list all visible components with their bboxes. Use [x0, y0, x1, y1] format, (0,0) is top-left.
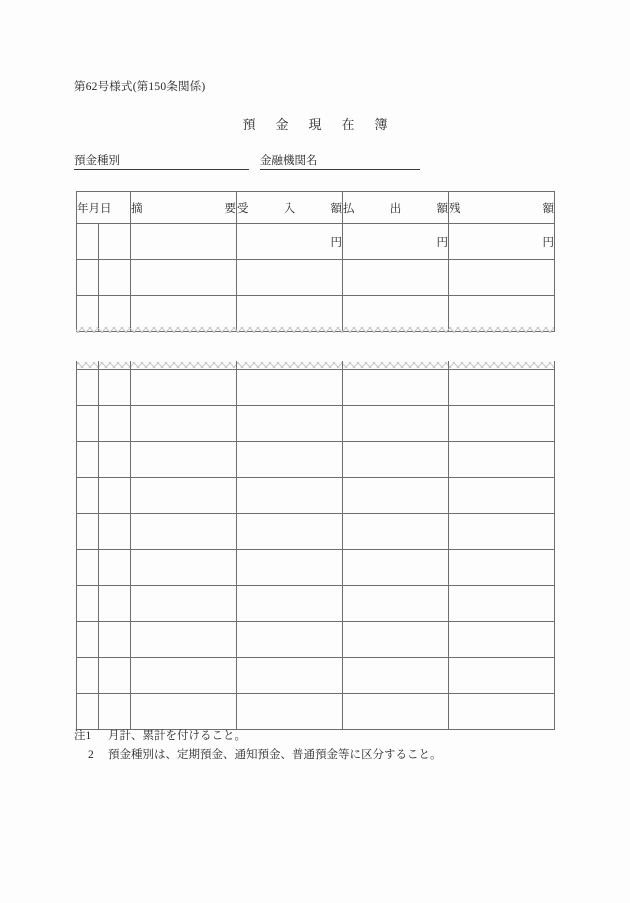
cell-date-b[interactable] — [99, 370, 131, 406]
grid-rule-stub — [342, 315, 343, 328]
cell-date-a[interactable] — [77, 586, 99, 622]
institution-field[interactable] — [260, 153, 420, 170]
grid-rule-stub — [130, 361, 131, 373]
table-row — [77, 224, 555, 260]
page-break-sawtooth-bottom — [76, 362, 554, 368]
cell-payment[interactable] — [343, 694, 449, 730]
cell-payment[interactable] — [343, 586, 449, 622]
cell-payment[interactable] — [343, 550, 449, 586]
table-row — [77, 260, 555, 296]
cell-receipt[interactable] — [237, 442, 343, 478]
cell-date-b[interactable] — [99, 694, 131, 730]
cell-summary[interactable] — [131, 370, 237, 406]
cell-receipt[interactable] — [237, 514, 343, 550]
note-text: 月計、累計を付けること。 — [108, 730, 246, 742]
grid-rule-stub — [448, 361, 449, 373]
cell-balance[interactable] — [449, 586, 555, 622]
cell-date-b[interactable] — [99, 442, 131, 478]
cell-balance[interactable] — [449, 406, 555, 442]
cell-date-b[interactable] — [99, 586, 131, 622]
grid-rule-stub — [554, 361, 555, 373]
header-balance-part-1: 残 — [449, 202, 461, 215]
grid-rule-stub — [448, 315, 449, 328]
institution-value — [318, 168, 324, 169]
ledger-body-upper — [77, 224, 555, 332]
cell-payment[interactable] — [343, 260, 449, 296]
cell-date-a[interactable] — [77, 658, 99, 694]
cell-date-a[interactable] — [77, 478, 99, 514]
deposit-type-value — [120, 168, 126, 169]
cell-summary[interactable] — [131, 658, 237, 694]
header-receipt-part-1: 受 — [237, 202, 249, 215]
grid-rule-stub — [236, 315, 237, 328]
cell-balance[interactable] — [449, 478, 555, 514]
cell-balance[interactable] — [449, 550, 555, 586]
document-title — [0, 114, 630, 133]
ledger-body-lower — [77, 370, 555, 730]
grid-rule-stub — [236, 361, 237, 373]
cell-receipt[interactable] — [237, 478, 343, 514]
cell-receipt[interactable] — [237, 260, 343, 296]
cell-payment[interactable] — [343, 658, 449, 694]
table-row — [77, 550, 555, 586]
cell-summary[interactable] — [131, 622, 237, 658]
note-line — [74, 746, 442, 765]
cell-payment[interactable] — [343, 622, 449, 658]
cell-date-a[interactable] — [77, 514, 99, 550]
cell-date-b[interactable] — [99, 622, 131, 658]
cell-date-b[interactable] — [99, 550, 131, 586]
field-row — [74, 153, 494, 173]
cell-date-a[interactable] — [77, 694, 99, 730]
cell-balance[interactable] — [449, 370, 555, 406]
title-char-4: 在 — [341, 117, 355, 132]
cell-date-a[interactable] — [77, 406, 99, 442]
title-char-1: 預 — [242, 117, 256, 132]
cell-date-a[interactable] — [77, 442, 99, 478]
table-row — [77, 370, 555, 406]
cell-date-b[interactable] — [99, 478, 131, 514]
cell-summary[interactable] — [131, 514, 237, 550]
cell-date-b[interactable] — [99, 514, 131, 550]
ledger-table-upper — [76, 191, 554, 332]
ledger-grid-lower — [76, 369, 555, 730]
table-row — [77, 694, 555, 730]
cell-receipt[interactable] — [237, 550, 343, 586]
note-marker: 注1 — [74, 730, 92, 742]
cell-date-a[interactable] — [77, 260, 99, 296]
cell-payment[interactable] — [343, 478, 449, 514]
cell-date-b[interactable] — [99, 406, 131, 442]
header-payment-part-2: 出 — [389, 202, 402, 215]
cell-receipt[interactable] — [237, 370, 343, 406]
cell-receipt[interactable] — [237, 694, 343, 730]
title-char-5: 簿 — [374, 117, 388, 132]
header-date-text: 年月日 — [77, 202, 112, 215]
table-header-row — [77, 192, 555, 224]
grid-rule-stub — [76, 315, 77, 328]
cell-date-a[interactable] — [77, 224, 99, 260]
cell-payment[interactable] — [343, 370, 449, 406]
cell-balance[interactable] — [449, 622, 555, 658]
header-payment-part-1: 払 — [343, 202, 355, 215]
cell-balance[interactable]: 円 — [449, 224, 555, 260]
grid-rule-stub — [76, 361, 77, 373]
table-row — [77, 514, 555, 550]
title-char-3: 現 — [308, 117, 322, 132]
cell-date-a[interactable] — [77, 550, 99, 586]
cell-balance[interactable] — [449, 658, 555, 694]
cell-payment[interactable] — [343, 442, 449, 478]
page-break-sawtooth-top — [76, 327, 554, 333]
grid-rule-stub — [554, 315, 555, 328]
header-date — [77, 192, 131, 224]
header-receipt-part-2: 入 — [283, 202, 296, 215]
cell-summary[interactable] — [131, 224, 237, 260]
cell-payment[interactable] — [343, 514, 449, 550]
cell-date-b[interactable] — [99, 260, 131, 296]
cell-summary[interactable] — [131, 478, 237, 514]
deposit-type-label: 預金種別 — [74, 155, 120, 167]
form-number: 第62号様式(第150条関係) — [74, 81, 206, 93]
deposit-type-field[interactable] — [74, 153, 249, 170]
table-row — [77, 406, 555, 442]
cell-date-a[interactable] — [77, 622, 99, 658]
grid-rule-stub — [98, 361, 99, 373]
cell-date-b[interactable] — [99, 224, 131, 260]
cell-balance[interactable] — [449, 260, 555, 296]
cell-receipt[interactable] — [237, 658, 343, 694]
cell-receipt[interactable]: 円 — [237, 224, 343, 260]
cell-balance[interactable] — [449, 442, 555, 478]
header-summary-part-2: 要 — [224, 202, 236, 215]
header-summary — [131, 192, 237, 224]
cell-date-b[interactable] — [99, 658, 131, 694]
table-row — [77, 478, 555, 514]
cell-receipt[interactable] — [237, 622, 343, 658]
cell-summary[interactable] — [131, 260, 237, 296]
header-receipt — [237, 192, 343, 224]
institution-label: 金融機関名 — [260, 155, 318, 167]
cell-summary[interactable] — [131, 442, 237, 478]
note-marker: 2 — [88, 749, 94, 761]
header-balance — [449, 192, 555, 224]
table-row — [77, 658, 555, 694]
table-row — [77, 586, 555, 622]
header-payment — [343, 192, 449, 224]
header-receipt-part-3: 額 — [330, 202, 342, 215]
grid-rule-stub — [342, 361, 343, 373]
notes-block — [74, 727, 442, 765]
header-payment-part-3: 額 — [436, 202, 448, 215]
cell-summary[interactable] — [131, 694, 237, 730]
cell-balance[interactable] — [449, 514, 555, 550]
cell-summary[interactable] — [131, 586, 237, 622]
ledger-grid-upper — [76, 191, 555, 332]
cell-receipt[interactable] — [237, 586, 343, 622]
note-line — [74, 727, 442, 746]
table-row — [77, 622, 555, 658]
cell-payment[interactable]: 円 — [343, 224, 449, 260]
cell-receipt[interactable] — [237, 406, 343, 442]
title-char-2: 金 — [275, 117, 289, 132]
cell-payment[interactable] — [343, 406, 449, 442]
note-text: 預金種別は、定期預金、通知預金、普通預金等に区分すること。 — [108, 749, 442, 761]
header-balance-part-2: 額 — [542, 202, 554, 215]
ledger-table-lower — [76, 369, 554, 730]
grid-rule-stub — [98, 315, 99, 328]
header-summary-part-1: 摘 — [131, 202, 143, 215]
cell-balance[interactable] — [449, 694, 555, 730]
grid-rule-stub — [130, 315, 131, 328]
cell-date-a[interactable] — [77, 370, 99, 406]
table-row — [77, 442, 555, 478]
cell-summary[interactable] — [131, 406, 237, 442]
cell-summary[interactable] — [131, 550, 237, 586]
